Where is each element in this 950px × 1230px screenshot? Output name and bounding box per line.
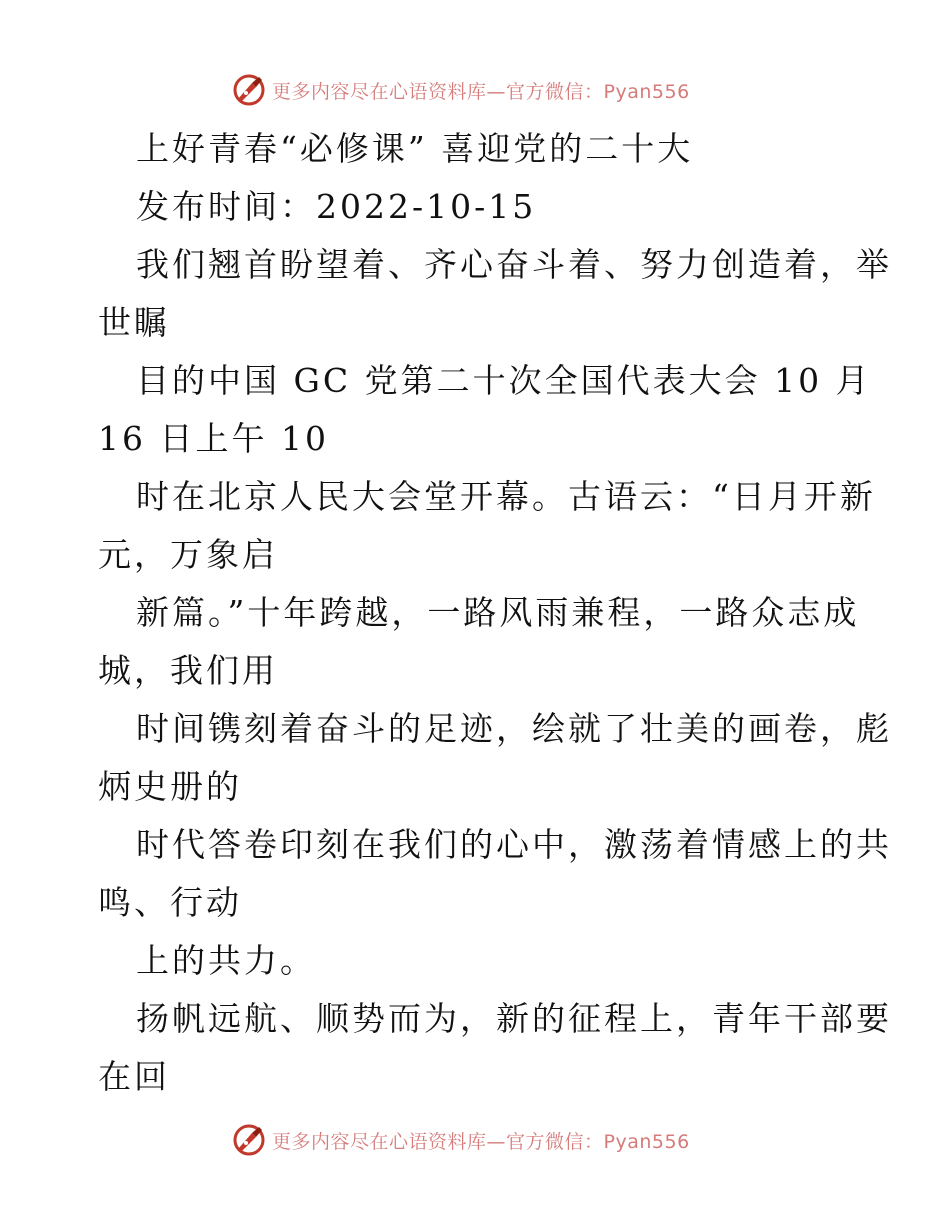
text-line: 时在北京人民大会堂开幕。古语云：“日月开新: [136, 477, 876, 516]
banner-text: [272, 1127, 690, 1154]
text-line: 目的中国 GC 党第二十次全国代表大会 10 月: [136, 361, 872, 400]
banner-prefix: 更多内容尽在心语资料库: [272, 1130, 487, 1153]
text-line: 新篇。”十年跨越，一路风雨兼程，一路众志成: [136, 593, 860, 632]
text-line: 炳史册的: [98, 767, 242, 806]
banner-suffix: 官方微信：: [506, 1130, 604, 1153]
text-line: 世瞩: [98, 303, 170, 342]
text-line: 我们翘首盼望着、齐心奋斗着、努力创造着，举: [136, 245, 892, 284]
banner-account: Pyan556: [603, 80, 690, 103]
text-line: 上的共力。: [136, 941, 316, 980]
footer-banner: [232, 1120, 690, 1160]
text-line: 16 日上午 10: [98, 419, 329, 458]
banner-account: Pyan556: [603, 1130, 690, 1153]
banner-text: [272, 77, 690, 104]
text-line: 时间镌刻着奋斗的足迹，绘就了壮美的画卷，彪: [136, 709, 892, 748]
document-body: [98, 120, 892, 1106]
pen-logo-icon: [232, 73, 266, 107]
text-line: 城，我们用: [98, 651, 278, 690]
text-line: 元，万象启: [98, 535, 278, 574]
text-line: 时代答卷印刻在我们的心中，激荡着情感上的共: [136, 825, 892, 864]
banner-separator: —: [486, 80, 507, 103]
header-banner: [232, 70, 690, 110]
banner-separator: —: [486, 1130, 507, 1153]
text-line: 在回: [98, 1057, 170, 1096]
text-line: 鸣、行动: [98, 883, 242, 922]
text-line: 上好青春“必修课” 喜迎党的二十大: [136, 129, 694, 168]
banner-prefix: 更多内容尽在心语资料库: [272, 80, 487, 103]
banner-suffix: 官方微信：: [506, 80, 604, 103]
text-line: 发布时间：2022-10-15: [136, 187, 537, 226]
text-line: 扬帆远航、顺势而为，新的征程上，青年干部要: [136, 999, 892, 1038]
pen-logo-icon: [232, 1123, 266, 1157]
